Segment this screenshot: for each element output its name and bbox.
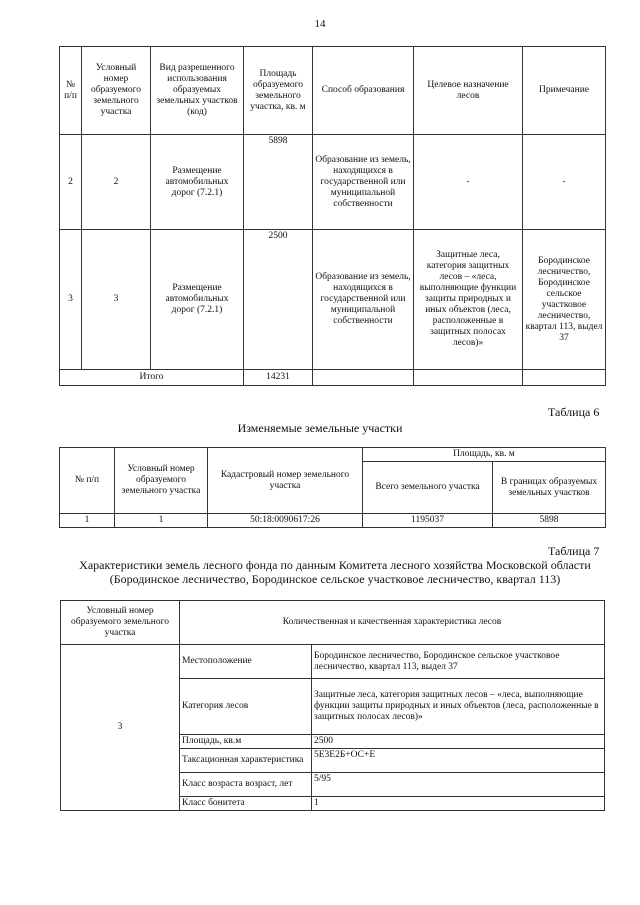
- cell: 3: [82, 230, 151, 370]
- cell: Размещение автомобильных дорог (7.2.1): [151, 135, 244, 230]
- col-header: Условный номер образуемого земельного участка: [61, 601, 180, 645]
- changed-plots-table: [59, 447, 606, 528]
- cell: 1195037: [363, 514, 493, 528]
- col-header: Кадастровый номер земельного участка: [208, 448, 363, 514]
- cell: [414, 370, 523, 386]
- table-label: Таблица 7: [548, 544, 600, 558]
- total-label: Итого: [60, 370, 244, 386]
- cell: -: [414, 135, 523, 230]
- table-row: [60, 514, 606, 528]
- row-value: 2500: [312, 735, 605, 749]
- col-header: В границах образуемых земельных участков: [493, 462, 606, 514]
- row-key: Площадь, кв.м: [180, 735, 312, 749]
- col-header: Примечание: [523, 47, 606, 135]
- cell: 2500: [244, 230, 313, 370]
- cell: Образование из земель, находящихся в государственной или муниципальной собственности: [313, 230, 414, 370]
- cell: 1: [115, 514, 208, 528]
- table-header-row: [60, 448, 606, 462]
- row-key: Класс возраста возраст, лет: [180, 773, 312, 797]
- cell: 1: [60, 514, 115, 528]
- land-plots-table: [59, 46, 606, 386]
- cell: 2: [60, 135, 82, 230]
- row-value: 5Е3Е2Б+ОС+Е: [312, 749, 605, 773]
- row-key: Класс бонитета: [180, 797, 312, 811]
- table-header-row: [60, 47, 606, 135]
- row-value: Защитные леса, категория защитных лесов – «леса, выполняющие функции защиты природных и иных объектов (леса, расположенные в защитных полосах лесов)»: [312, 679, 605, 735]
- total-value: 14231: [244, 370, 313, 386]
- table-header-row: [61, 601, 605, 645]
- col-header: Количественная и качественная характеристика лесов: [180, 601, 605, 645]
- col-header: Целевое назначение лесов: [414, 47, 523, 135]
- col-header: Площадь образуемого земельного участка, кв. м: [244, 47, 313, 135]
- cell: [523, 370, 606, 386]
- col-header: № п/п: [60, 47, 82, 135]
- col-header: № п/п: [60, 448, 115, 514]
- col-header: Всего земельного участка: [363, 462, 493, 514]
- row-key: Таксационная характеристика: [180, 749, 312, 773]
- cell: Образование из земель, находящихся в государственной или муниципальной собственности: [313, 135, 414, 230]
- col-header: Условный номер образуемого земельного участка: [115, 448, 208, 514]
- table-label: Таблица 6: [548, 405, 600, 419]
- row-value: 1: [312, 797, 605, 811]
- cell: 50:18:0090617:26: [208, 514, 363, 528]
- col-header: Площадь, кв. м: [363, 448, 606, 462]
- cell: [313, 370, 414, 386]
- cell: 5898: [244, 135, 313, 230]
- col-header: Вид разрешенного использования образуемых земельных участков (код): [151, 47, 244, 135]
- cell: Размещение автомобильных дорог (7.2.1): [151, 230, 244, 370]
- cell: -: [523, 135, 606, 230]
- row-key: Категория лесов: [180, 679, 312, 735]
- cell: 5898: [493, 514, 606, 528]
- cell: Защитные леса, категория защитных лесов – «леса, выполняющие функции защиты природных и иных объектов (леса, расположенные в защитных полосах лесов)»: [414, 230, 523, 370]
- cell: 3: [60, 230, 82, 370]
- row-value: Бородинское лесничество, Бородинское сельское участковое лесничество, квартал 113, выдел 37: [312, 645, 605, 679]
- col-header: Условный номер образуемого земельного участка: [82, 47, 151, 135]
- cell: 2: [82, 135, 151, 230]
- table-row: [61, 645, 605, 679]
- table-title: Изменяемые земельные участки: [237, 421, 403, 435]
- row-value: 5/95: [312, 773, 605, 797]
- total-row: [60, 370, 606, 386]
- forest-characteristics-table: [60, 600, 605, 811]
- table-row: [60, 135, 606, 230]
- row-key: Местоположение: [180, 645, 312, 679]
- table-row: [60, 230, 606, 370]
- col-header: Способ образования: [313, 47, 414, 135]
- cell: Бородинское лесничество, Бородинское сельское участковое лесничество, квартал 113, выдел 37: [523, 230, 606, 370]
- table-title: Характеристики земель лесного фонда по данным Комитета лесного хозяйства Московской области (Бородинское лесничество, Бородинское сельское участковое лесничество, квартал 113): [79, 558, 591, 586]
- page-number: 14: [314, 18, 326, 30]
- cell: 3: [61, 645, 180, 811]
